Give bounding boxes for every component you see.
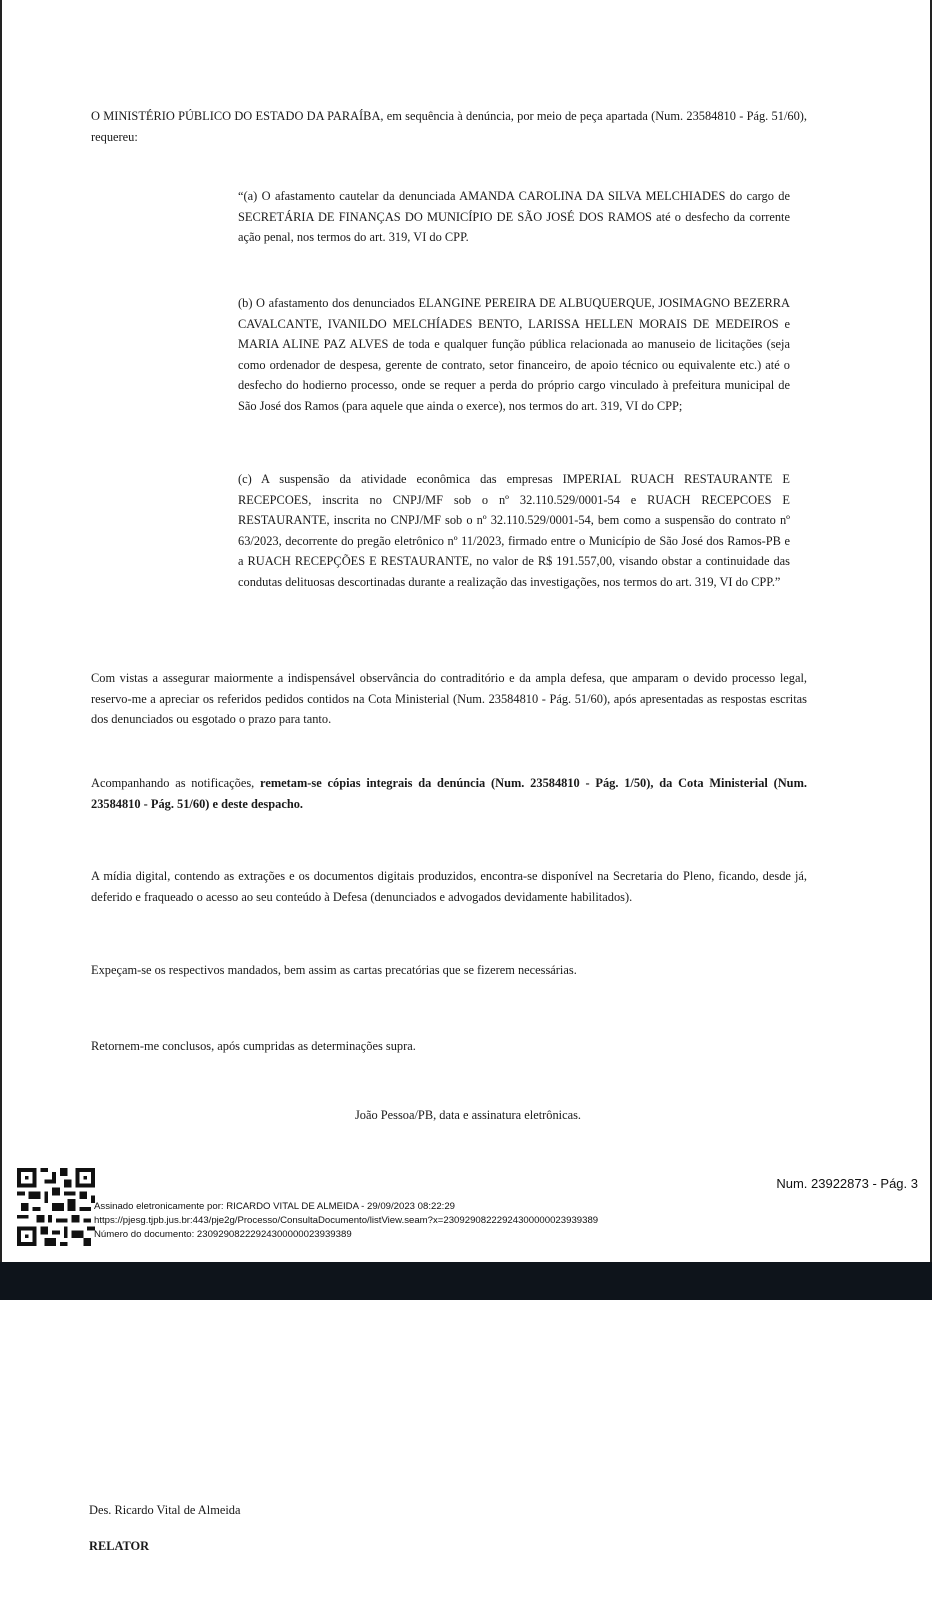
notificacoes-text: Acompanhando as notificações, xyxy=(91,776,261,790)
page-separator-band xyxy=(0,1262,932,1300)
qr-code-icon xyxy=(16,1168,96,1246)
paragraph-mandados: Expeçam-se os respectivos mandados, bem assim as cartas precatórias que se fizerem necessárias. xyxy=(91,963,577,977)
document-url-link[interactable]: https://pjesg.tjpb.jus.br:443/pje2g/Processo/ConsultaDocumento/listView.seam?x=23092908222924300000023939389 xyxy=(94,1215,599,1226)
paragraph-notificacoes xyxy=(91,773,807,814)
signer-role: RELATOR xyxy=(89,1539,150,1553)
place-date: João Pessoa/PB, data e assinatura eletrônicas. xyxy=(354,1108,582,1122)
page-reference: Num. 23922873 - Pág. 3 xyxy=(776,1176,918,1191)
document-number: Número do documento: 23092908222924300000023939389 xyxy=(94,1229,352,1240)
paragraph-midia-digital: A mídia digital, contendo as extrações e os documentos digitais produzidos, encontra-se disponível na Secretaria do Pleno, ficando, desde já, deferido e fraqueado o acesso ao seu conteúdo à Defesa (denunciados e advogados devidamente habilitados). xyxy=(91,869,807,904)
request-item-a: “(a) O afastamento cautelar da denunciada AMANDA CAROLINA DA SILVA MELCHIADES do cargo de SECRETÁRIA DE FINANÇAS DO MUNICÍPIO DE SÃO JOSÉ DOS RAMOS até o desfecho da corrente ação penal, nos termos do art. 319, VI do CPP. xyxy=(238,189,790,244)
paragraph-contraditorio: Com vistas a assegurar maiormente a indispensável observância do contraditório e da ampla defesa, que amparam o devido processo legal, reservo-me a apreciar os referidos pedidos contidos na Cota Ministerial (Num. 23584810 - Pág. 51/60), após apresentadas as respostas escritas dos denunciados ou esgotado o prazo para tanto. xyxy=(91,671,807,726)
request-item-b: (b) O afastamento dos denunciados ELANGINE PEREIRA DE ALBUQUERQUE, JOSIMAGNO BEZERRA CAVALCANTE, IVANILDO MELCHÍADES BENTO, LARISSA HELLEN MORAIS DE MEDEIROS e MARIA ALINE PAZ ALVES de toda e qualquer função pública relacionada ao manuseio de licitações (seja como ordenador de despesa, gerente de contrato, setor financeiro, de apoio técnico ou equivalente etc.) até o desfecho do hodierno processo, onde se requer a perda do próprio cargo vinculado à prefeitura municipal de São José dos Ramos (para aquele que ainda o exerce), nos termos do art. 319, VI do CPP; xyxy=(238,296,790,413)
paragraph-conclusos: Retornem-me conclusos, após cumpridas as determinações supra. xyxy=(91,1039,416,1053)
request-item-c: (c) A suspensão da atividade econômica das empresas IMPERIAL RUACH RESTAURANTE E RECEPCOES, inscrita no CNPJ/MF sob o nº 32.110.529/0001-54 e RUACH RECEPCOES E RESTAURANTE, inscrita no CNPJ/MF sob o nº 32.110.529/0001-54, bem como a suspensão do contrato nº 63/2023, decorrente do pregão eletrônico nº 11/2023, firmado entre o Município de São José dos Ramos-PB e a RUACH RECEPÇÕES E RESTAURANTE, no valor de R$ 191.557,00, visando obstar a continuidade das condutas delituosas descortinadas durante a realização das investigações, nos termos do art. 319, VI do CPP.” xyxy=(238,472,790,589)
signature-line: Assinado eletronicamente por: RICARDO VITAL DE ALMEIDA - 29/09/2023 08:22:29 xyxy=(94,1201,456,1212)
notificacoes-bold-text: remetam-se cópias integrais da denúncia (Num. 23584810 - Pág. 1/50), da Cota Ministerial (Num. 23584810 - Pág. 51/60) e deste despacho. xyxy=(91,776,807,811)
intro-paragraph: O MINISTÉRIO PÚBLICO DO ESTADO DA PARAÍBA, em sequência à denúncia, por meio de peça apartada (Num. 23584810 - Pág. 51/60), requereu: xyxy=(91,109,807,144)
signer-name: Des. Ricardo Vital de Almeida xyxy=(89,1503,241,1517)
document-page-continuation xyxy=(0,1300,932,1600)
